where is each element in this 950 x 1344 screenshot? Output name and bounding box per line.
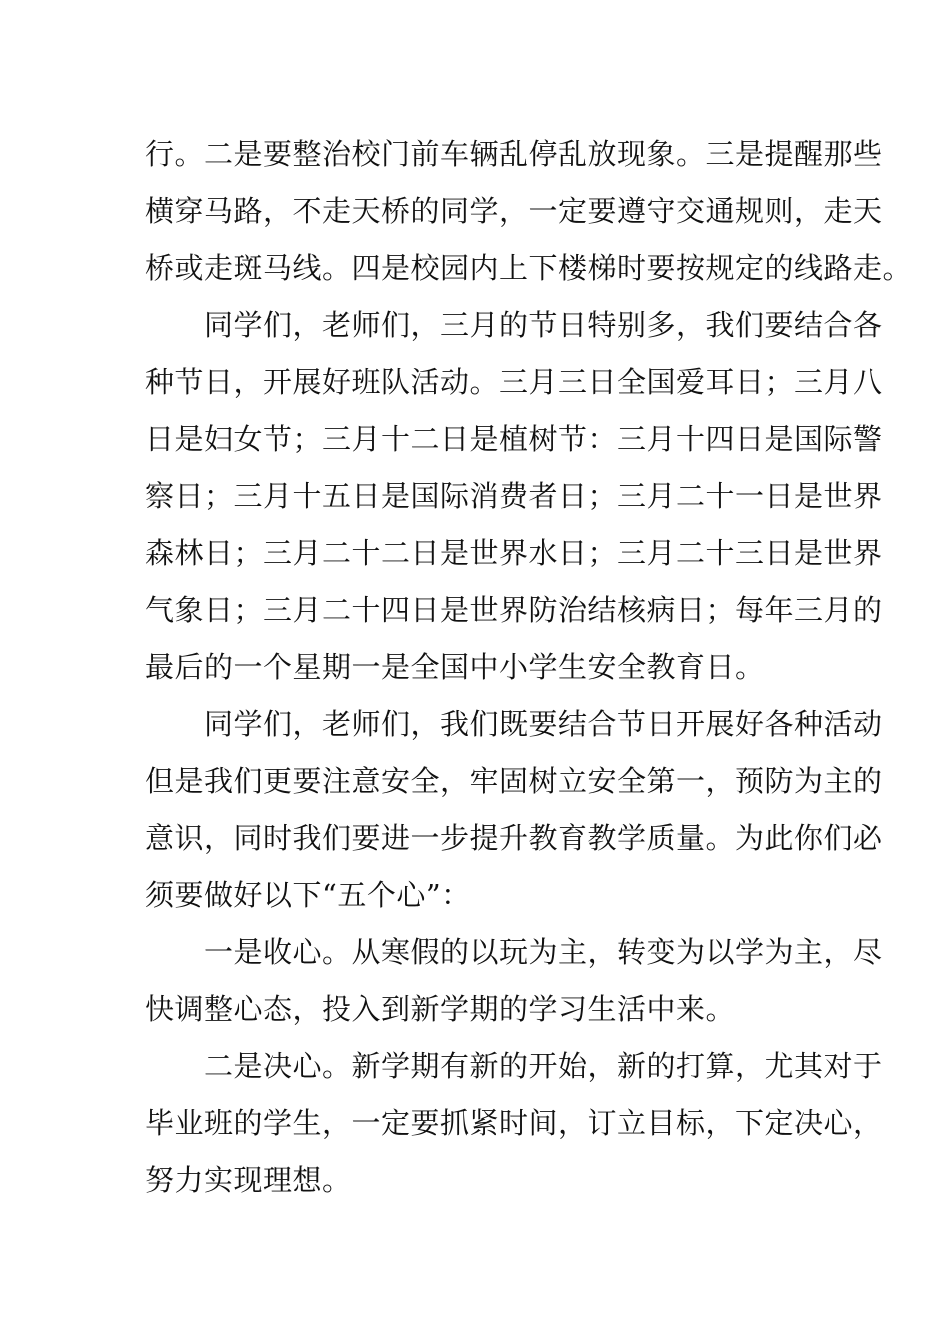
text-line: 但是我们更要注意安全，牢固树立安全第一，预防为主的	[145, 764, 883, 798]
document-body	[145, 126, 913, 1209]
text-line: 种节日，开展好班队活动。三月三日全国爱耳日；三月八	[145, 365, 883, 399]
text-line: 最后的一个星期一是全国中小学生安全教育日。	[145, 650, 765, 684]
text-line: 森林日；三月二十二日是世界水日；三月二十三日是世界	[145, 536, 883, 570]
text-line: 意识，同时我们要进一步提升教育教学质量。为此你们必	[145, 821, 883, 855]
text-line: 察日；三月十五日是国际消费者日；三月二十一日是世界	[145, 479, 883, 513]
text-line: 快调整心态，投入到新学期的学习生活中来。	[145, 992, 736, 1026]
text-line: 同学们，老师们，我们既要结合节日开展好各种活动	[145, 707, 883, 741]
text-line: 日是妇女节；三月十二日是植树节：三月十四日是国际警	[145, 422, 883, 456]
text-line: 桥或走斑马线。四是校园内上下楼梯时要按规定的线路走。	[145, 251, 913, 285]
text-line: 须要做好以下“五个心”：	[145, 878, 471, 912]
text-line: 二是决心。新学期有新的开始，新的打算，尤其对于	[145, 1049, 883, 1083]
text-line: 气象日；三月二十四日是世界防治结核病日；每年三月的	[145, 593, 883, 627]
text-line: 同学们，老师们，三月的节日特别多，我们要结合各	[145, 308, 883, 342]
text-line: 行。二是要整治校门前车辆乱停乱放现象。三是提醒那些	[145, 137, 883, 171]
text-line: 横穿马路，不走天桥的同学，一定要遵守交通规则，走天	[145, 194, 883, 228]
text-line: 毕业班的学生，一定要抓紧时间，订立目标，下定决心，	[145, 1106, 883, 1140]
text-line: 努力实现理想。	[145, 1163, 352, 1197]
text-line: 一是收心。从寒假的以玩为主，转变为以学为主，尽	[145, 935, 883, 969]
